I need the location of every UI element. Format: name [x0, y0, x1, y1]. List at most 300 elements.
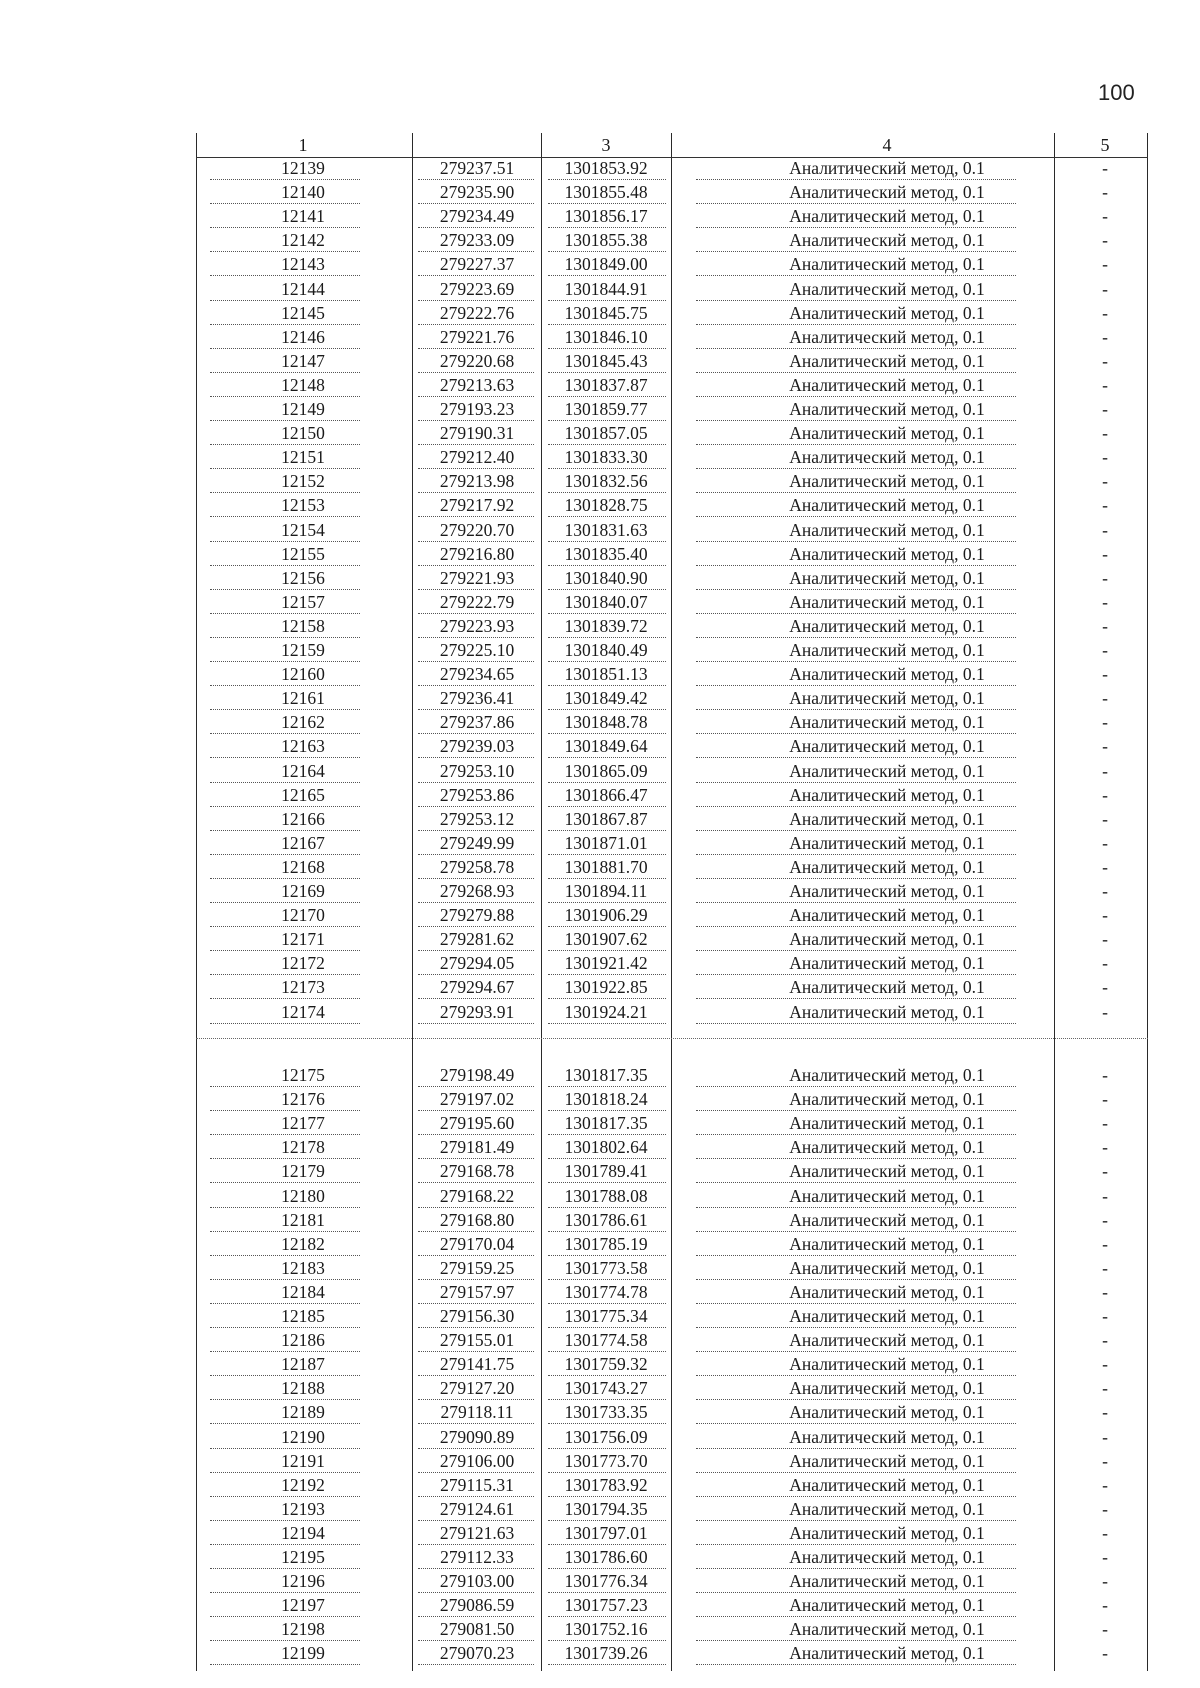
coord-x-cell: 279236.41: [439, 688, 515, 709]
point-number-cell: 12142: [281, 230, 325, 251]
coord-x-cell: 279222.79: [439, 591, 515, 612]
coord-y-cell: 1301857.05: [564, 423, 648, 444]
coord-x-cell: 279086.59: [439, 1595, 515, 1616]
coord-y-cell: 1301866.47: [564, 784, 648, 805]
point-number-cell: 12143: [281, 254, 325, 275]
coord-x-cell: 279081.50: [439, 1619, 515, 1640]
coord-x-cell: 279235.90: [439, 182, 515, 203]
note-cell: -: [1102, 808, 1108, 829]
accuracy-method-cell: Аналитический метод, 0.1: [789, 1281, 985, 1302]
coord-y-cell: 1301906.29: [564, 905, 648, 926]
coord-y-cell: 1301757.23: [564, 1595, 648, 1616]
point-number-cell: 12160: [281, 664, 325, 685]
point-number-cell: 12155: [281, 543, 325, 564]
point-number-cell: 12183: [281, 1257, 325, 1278]
accuracy-method-cell: Аналитический метод, 0.1: [789, 374, 985, 395]
table-row: [196, 1256, 1148, 1280]
point-number-cell: 12175: [281, 1065, 325, 1085]
table-row: [196, 927, 1148, 951]
table-row: [196, 1497, 1148, 1521]
note-cell: -: [1102, 567, 1108, 588]
accuracy-method-cell: Аналитический метод, 0.1: [789, 230, 985, 251]
coord-y-cell: 1301907.62: [564, 929, 648, 950]
table-row: [196, 156, 1148, 180]
coord-x-cell: 279106.00: [439, 1450, 515, 1471]
coord-y-cell: 1301785.19: [564, 1233, 648, 1254]
table-header: [196, 133, 1148, 157]
note-cell: -: [1102, 326, 1108, 347]
point-number-cell: 12145: [281, 302, 325, 323]
accuracy-method-cell: Аналитический метод, 0.1: [789, 953, 985, 974]
table-row: [196, 373, 1148, 397]
note-cell: -: [1102, 1643, 1108, 1664]
note-cell: -: [1102, 1306, 1108, 1326]
point-number-cell: 12149: [281, 399, 325, 419]
accuracy-method-cell: Аналитический метод, 0.1: [789, 929, 985, 950]
accuracy-method-cell: Аналитический метод, 0.1: [789, 1330, 985, 1351]
coord-x-cell: 279115.31: [440, 1474, 514, 1495]
accuracy-method-cell: Аналитический метод, 0.1: [789, 1065, 985, 1085]
coord-x-cell: 279170.04: [439, 1233, 515, 1254]
coord-y-cell: 1301856.17: [564, 206, 648, 227]
point-number-cell: 12169: [281, 881, 325, 901]
note-cell: -: [1102, 760, 1108, 781]
row-underline: [548, 1022, 666, 1024]
note-cell: -: [1102, 519, 1108, 540]
coord-y-cell: 1301871.01: [564, 832, 648, 853]
point-number-cell: 12152: [281, 471, 325, 492]
table-row: [196, 277, 1148, 301]
coord-x-cell: 279168.78: [439, 1161, 515, 1182]
coord-y-cell: 1301853.92: [564, 158, 648, 178]
note-cell: -: [1102, 1065, 1108, 1085]
table-row: [196, 1545, 1148, 1569]
coord-x-cell: 279222.76: [439, 302, 515, 323]
point-number-cell: 12184: [281, 1281, 325, 1302]
point-number-cell: 12187: [281, 1354, 325, 1375]
note-cell: -: [1102, 1474, 1108, 1495]
coord-y-cell: 1301733.35: [564, 1402, 648, 1423]
note-cell: -: [1102, 278, 1108, 299]
note-cell: -: [1102, 158, 1108, 178]
point-number-cell: 12159: [281, 640, 325, 660]
note-cell: -: [1102, 1547, 1108, 1567]
coord-y-cell: 1301894.11: [564, 881, 648, 901]
accuracy-method-cell: Аналитический метод, 0.1: [789, 1113, 985, 1134]
coord-x-cell: 279070.23: [439, 1643, 515, 1664]
coord-x-cell: 279294.67: [439, 977, 515, 998]
accuracy-method-cell: Аналитический метод, 0.1: [789, 784, 985, 805]
accuracy-method-cell: Аналитический метод, 0.1: [789, 1522, 985, 1543]
accuracy-method-cell: Аналитический метод, 0.1: [789, 832, 985, 853]
point-number-cell: 12163: [281, 736, 325, 757]
header-col-2: [414, 133, 540, 157]
coord-y-cell: 1301828.75: [564, 495, 648, 516]
coord-y-cell: 1301831.63: [564, 519, 648, 540]
coord-x-cell: 279213.63: [439, 374, 515, 395]
note-cell: -: [1102, 1281, 1108, 1302]
page-number: 100: [1098, 80, 1135, 105]
accuracy-method-cell: Аналитический метод, 0.1: [789, 423, 985, 444]
coord-y-cell: 1301773.70: [564, 1450, 648, 1471]
coord-x-cell: 279253.86: [439, 784, 515, 805]
table-row: [196, 807, 1148, 831]
table-row: [196, 1280, 1148, 1304]
coord-y-cell: 1301817.35: [564, 1065, 648, 1085]
coord-y-cell: 1301833.30: [564, 447, 648, 468]
point-number-cell: 12196: [281, 1571, 325, 1592]
coord-x-cell: 279217.92: [439, 495, 515, 516]
accuracy-method-cell: Аналитический метод, 0.1: [789, 591, 985, 612]
row-underline: [210, 1022, 360, 1024]
note-cell: -: [1102, 664, 1108, 685]
coord-y-cell: 1301773.58: [564, 1257, 648, 1278]
point-number-cell: 12189: [281, 1402, 325, 1423]
point-number-cell: 12195: [281, 1547, 325, 1567]
accuracy-method-cell: Аналитический метод, 0.1: [789, 881, 985, 901]
accuracy-method-cell: Аналитический метод, 0.1: [789, 664, 985, 685]
point-number-cell: 12147: [281, 350, 325, 371]
table-row: [196, 1617, 1148, 1641]
note-cell: -: [1102, 1354, 1108, 1375]
coord-x-cell: 279239.03: [439, 736, 515, 757]
coord-y-cell: 1301783.92: [564, 1474, 648, 1495]
note-cell: -: [1102, 640, 1108, 660]
point-number-cell: 12186: [281, 1330, 325, 1351]
table-row: [196, 1352, 1148, 1376]
point-number-cell: 12182: [281, 1233, 325, 1254]
table-row: [196, 1425, 1148, 1449]
coord-x-cell: 279234.65: [439, 664, 515, 685]
coord-y-cell: 1301752.16: [564, 1619, 648, 1640]
point-number-cell: 12174: [281, 1001, 325, 1022]
coord-y-cell: 1301837.87: [564, 374, 648, 395]
coord-x-cell: 279223.69: [439, 278, 515, 299]
note-cell: -: [1102, 1571, 1108, 1592]
point-number-cell: 12151: [281, 447, 325, 468]
coord-x-cell: 279112.33: [440, 1547, 514, 1567]
accuracy-method-cell: Аналитический метод, 0.1: [789, 977, 985, 998]
note-cell: -: [1102, 688, 1108, 709]
table-row: [196, 1208, 1148, 1232]
table-row: [196, 518, 1148, 542]
coord-y-cell: 1301924.21: [564, 1001, 648, 1022]
coord-x-cell: 279253.10: [439, 760, 515, 781]
header-col-3: 3: [601, 135, 611, 155]
header-col-1: 1: [298, 135, 308, 155]
point-number-cell: 12150: [281, 423, 325, 444]
row-underline: [210, 1663, 360, 1665]
accuracy-method-cell: Аналитический метод, 0.1: [789, 1209, 985, 1230]
accuracy-method-cell: Аналитический метод, 0.1: [789, 1643, 985, 1664]
accuracy-method-cell: Аналитический метод, 0.1: [789, 615, 985, 636]
coord-y-cell: 1301851.13: [564, 664, 648, 685]
coord-x-cell: 279293.91: [439, 1001, 515, 1022]
table-row: [196, 590, 1148, 614]
accuracy-method-cell: Аналитический метод, 0.1: [789, 302, 985, 323]
accuracy-method-cell: Аналитический метод, 0.1: [789, 1547, 985, 1567]
note-cell: -: [1102, 1402, 1108, 1423]
header-col-5: 5: [1100, 135, 1110, 155]
coord-x-cell: 279195.60: [439, 1113, 515, 1134]
coord-y-cell: 1301835.40: [564, 543, 648, 564]
coord-x-cell: 279168.22: [439, 1185, 515, 1206]
coord-x-cell: 279193.23: [439, 399, 515, 419]
point-number-cell: 12177: [281, 1113, 325, 1134]
coord-x-cell: 279124.61: [439, 1498, 515, 1519]
row-underline: [696, 1663, 1016, 1665]
table-row: [196, 1521, 1148, 1545]
accuracy-method-cell: Аналитический метод, 0.1: [789, 1233, 985, 1254]
coord-y-cell: 1301865.09: [564, 760, 648, 781]
point-number-cell: 12188: [281, 1378, 325, 1399]
coord-y-cell: 1301855.38: [564, 230, 648, 251]
note-cell: -: [1102, 615, 1108, 636]
coord-y-cell: 1301739.26: [564, 1643, 648, 1664]
note-cell: -: [1102, 1619, 1108, 1640]
coord-y-cell: 1301775.34: [564, 1306, 648, 1326]
coord-y-cell: 1301840.90: [564, 567, 648, 588]
table-row: [196, 710, 1148, 734]
point-number-cell: 12194: [281, 1522, 325, 1543]
table-row: [196, 1304, 1148, 1328]
coord-y-cell: 1301922.85: [564, 977, 648, 998]
coord-x-cell: 279198.49: [439, 1065, 515, 1085]
coord-x-cell: 279090.89: [439, 1426, 515, 1447]
coord-x-cell: 279197.02: [439, 1089, 515, 1110]
note-cell: -: [1102, 374, 1108, 395]
point-number-cell: 12148: [281, 374, 325, 395]
table-row: [196, 831, 1148, 855]
point-number-cell: 12179: [281, 1161, 325, 1182]
accuracy-method-cell: Аналитический метод, 0.1: [789, 1001, 985, 1022]
note-cell: -: [1102, 712, 1108, 733]
coord-y-cell: 1301797.01: [564, 1522, 648, 1543]
coord-y-cell: 1301846.10: [564, 326, 648, 347]
table-row: [196, 686, 1148, 710]
accuracy-method-cell: Аналитический метод, 0.1: [789, 640, 985, 660]
table-row: [196, 1063, 1148, 1087]
table-row: [196, 1593, 1148, 1617]
coord-x-cell: 279294.05: [439, 953, 515, 974]
accuracy-method-cell: Аналитический метод, 0.1: [789, 278, 985, 299]
coord-x-cell: 279234.49: [439, 206, 515, 227]
table-row: [196, 903, 1148, 927]
coord-x-cell: 279118.11: [440, 1402, 514, 1423]
point-number-cell: 12166: [281, 808, 325, 829]
accuracy-method-cell: Аналитический метод, 0.1: [789, 326, 985, 347]
table-row: [196, 1449, 1148, 1473]
coord-y-cell: 1301818.24: [564, 1089, 648, 1110]
coord-y-cell: 1301855.48: [564, 182, 648, 203]
table-row: [196, 542, 1148, 566]
accuracy-method-cell: Аналитический метод, 0.1: [789, 1306, 985, 1326]
coord-x-cell: 279157.97: [439, 1281, 515, 1302]
table-row: [196, 204, 1148, 228]
coord-x-cell: 279155.01: [439, 1330, 515, 1351]
accuracy-method-cell: Аналитический метод, 0.1: [789, 1185, 985, 1206]
table-row: [196, 1087, 1148, 1111]
table-row: [196, 662, 1148, 686]
table-row: [196, 975, 1148, 999]
coord-x-cell: 279141.75: [439, 1354, 515, 1375]
coord-y-cell: 1301849.00: [564, 254, 648, 275]
coord-x-cell: 279159.25: [439, 1257, 515, 1278]
coord-y-cell: 1301849.64: [564, 736, 648, 757]
note-cell: -: [1102, 495, 1108, 516]
coord-x-cell: 279121.63: [439, 1522, 515, 1543]
table-row: [196, 397, 1148, 421]
accuracy-method-cell: Аналитический метод, 0.1: [789, 712, 985, 733]
table-row: [196, 1400, 1148, 1424]
coord-y-cell: 1301848.78: [564, 712, 648, 733]
point-number-cell: 12153: [281, 495, 325, 516]
accuracy-method-cell: Аналитический метод, 0.1: [789, 688, 985, 709]
coord-y-cell: 1301845.75: [564, 302, 648, 323]
accuracy-method-cell: Аналитический метод, 0.1: [789, 808, 985, 829]
accuracy-method-cell: Аналитический метод, 0.1: [789, 1450, 985, 1471]
accuracy-method-cell: Аналитический метод, 0.1: [789, 182, 985, 203]
note-cell: -: [1102, 1161, 1108, 1182]
table-row: [196, 421, 1148, 445]
note-cell: -: [1102, 905, 1108, 926]
note-cell: -: [1102, 832, 1108, 853]
note-cell: -: [1102, 929, 1108, 950]
point-number-cell: 12173: [281, 977, 325, 998]
table-row: [196, 879, 1148, 903]
point-number-cell: 12176: [281, 1089, 325, 1110]
point-number-cell: 12193: [281, 1498, 325, 1519]
table-row: [196, 228, 1148, 252]
accuracy-method-cell: Аналитический метод, 0.1: [789, 856, 985, 877]
point-number-cell: 12165: [281, 784, 325, 805]
point-number-cell: 12139: [281, 158, 325, 178]
note-cell: -: [1102, 1450, 1108, 1471]
note-cell: -: [1102, 1378, 1108, 1399]
note-cell: -: [1102, 856, 1108, 877]
coord-y-cell: 1301756.09: [564, 1426, 648, 1447]
row-underline: [418, 1663, 534, 1665]
note-cell: -: [1102, 1089, 1108, 1110]
note-cell: -: [1102, 447, 1108, 468]
note-cell: -: [1102, 1330, 1108, 1351]
table-row: [196, 325, 1148, 349]
accuracy-method-cell: Аналитический метод, 0.1: [789, 158, 985, 178]
coord-x-cell: 279225.10: [439, 640, 515, 660]
note-cell: -: [1102, 1595, 1108, 1616]
point-number-cell: 12191: [281, 1450, 325, 1471]
table-row: [196, 469, 1148, 493]
coord-x-cell: 279213.98: [439, 471, 515, 492]
accuracy-method-cell: Аналитический метод, 0.1: [789, 1378, 985, 1399]
point-number-cell: 12178: [281, 1137, 325, 1158]
point-number-cell: 12171: [281, 929, 325, 950]
accuracy-method-cell: Аналитический метод, 0.1: [789, 1354, 985, 1375]
note-cell: -: [1102, 471, 1108, 492]
note-cell: -: [1102, 1233, 1108, 1254]
coord-y-cell: 1301789.41: [564, 1161, 648, 1182]
accuracy-method-cell: Аналитический метод, 0.1: [789, 1161, 985, 1182]
table-row: [196, 734, 1148, 758]
accuracy-method-cell: Аналитический метод, 0.1: [789, 543, 985, 564]
coord-x-cell: 279249.99: [439, 832, 515, 853]
point-number-cell: 12172: [281, 953, 325, 974]
coord-x-cell: 279127.20: [439, 1378, 515, 1399]
note-cell: -: [1102, 350, 1108, 371]
accuracy-method-cell: Аналитический метод, 0.1: [789, 350, 985, 371]
note-cell: -: [1102, 591, 1108, 612]
table-row: [196, 638, 1148, 662]
table-row: [196, 566, 1148, 590]
coord-x-cell: 279216.80: [439, 543, 515, 564]
note-cell: -: [1102, 1001, 1108, 1022]
coord-y-cell: 1301774.58: [564, 1330, 648, 1351]
accuracy-method-cell: Аналитический метод, 0.1: [789, 471, 985, 492]
table-row: [196, 349, 1148, 373]
coord-x-cell: 279103.00: [439, 1571, 515, 1592]
coord-x-cell: 279223.93: [439, 615, 515, 636]
accuracy-method-cell: Аналитический метод, 0.1: [789, 760, 985, 781]
point-number-cell: 12185: [281, 1306, 325, 1326]
point-number-cell: 12198: [281, 1619, 325, 1640]
coord-x-cell: 279237.51: [439, 158, 515, 178]
accuracy-method-cell: Аналитический метод, 0.1: [789, 1474, 985, 1495]
table-row: [196, 1569, 1148, 1593]
point-number-cell: 12180: [281, 1185, 325, 1206]
accuracy-method-cell: Аналитический метод, 0.1: [789, 736, 985, 757]
accuracy-method-cell: Аналитический метод, 0.1: [789, 1137, 985, 1158]
accuracy-method-cell: Аналитический метод, 0.1: [789, 567, 985, 588]
coord-x-cell: 279220.68: [439, 350, 515, 371]
accuracy-method-cell: Аналитический метод, 0.1: [789, 1426, 985, 1447]
accuracy-method-cell: Аналитический метод, 0.1: [789, 447, 985, 468]
coord-y-cell: 1301786.60: [564, 1547, 648, 1567]
note-cell: -: [1102, 423, 1108, 444]
point-number-cell: 12141: [281, 206, 325, 227]
table-row: [196, 1473, 1148, 1497]
note-cell: -: [1102, 302, 1108, 323]
coord-x-cell: 279181.49: [439, 1137, 515, 1158]
table-row: [196, 1159, 1148, 1183]
point-number-cell: 12190: [281, 1426, 325, 1447]
table-row: [196, 759, 1148, 783]
point-number-cell: 12181: [281, 1209, 325, 1230]
note-cell: -: [1102, 543, 1108, 564]
accuracy-method-cell: Аналитический метод, 0.1: [789, 1595, 985, 1616]
coord-y-cell: 1301844.91: [564, 278, 648, 299]
accuracy-method-cell: Аналитический метод, 0.1: [789, 1402, 985, 1423]
coord-x-cell: 279281.62: [439, 929, 515, 950]
note-cell: -: [1102, 1137, 1108, 1158]
coord-x-cell: 279227.37: [439, 254, 515, 275]
point-number-cell: 12197: [281, 1595, 325, 1616]
table-row: [196, 783, 1148, 807]
accuracy-method-cell: Аналитический метод, 0.1: [789, 254, 985, 275]
point-number-cell: 12156: [281, 567, 325, 588]
table-row: [196, 1641, 1148, 1665]
note-cell: -: [1102, 230, 1108, 251]
table-row: [196, 855, 1148, 879]
coord-y-cell: 1301774.78: [564, 1281, 648, 1302]
point-number-cell: 12154: [281, 519, 325, 540]
accuracy-method-cell: Аналитический метод, 0.1: [789, 495, 985, 516]
table-row: [196, 1111, 1148, 1135]
coord-x-cell: 279233.09: [439, 230, 515, 251]
note-cell: -: [1102, 1498, 1108, 1519]
table-row: [196, 951, 1148, 975]
accuracy-method-cell: Аналитический метод, 0.1: [789, 399, 985, 419]
note-cell: -: [1102, 784, 1108, 805]
